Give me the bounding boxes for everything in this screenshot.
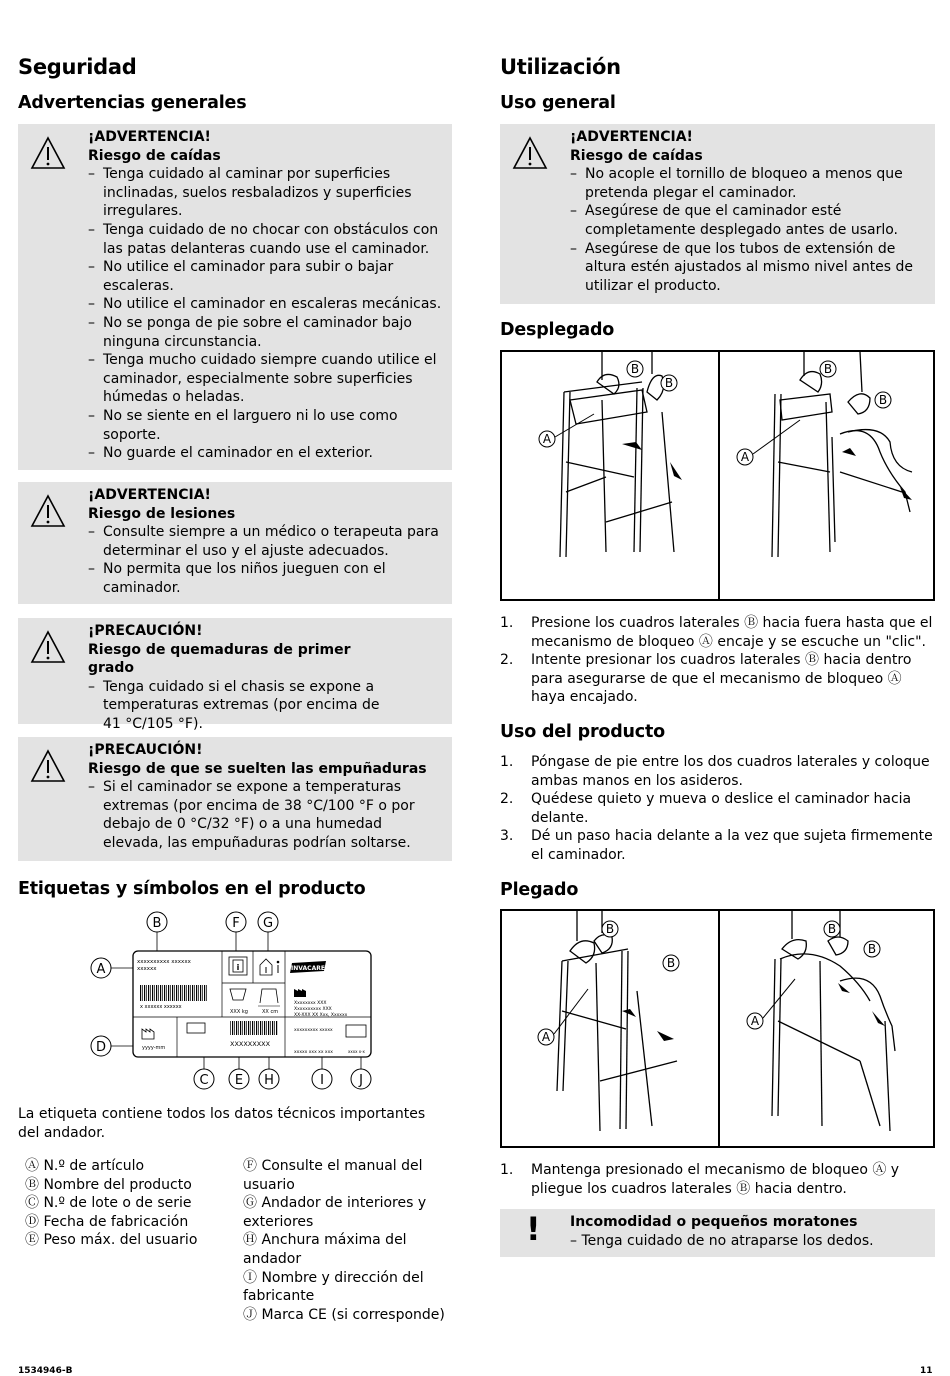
svg-text:A: A [542, 432, 552, 446]
legend-column-2 [243, 1157, 448, 1324]
callout-b [875, 392, 891, 408]
caution-label: ¡PRECAUCIÓN! [88, 623, 203, 639]
doc-number: 1534946-B [18, 1366, 73, 1376]
callout-b [824, 921, 840, 937]
svg-text:B: B [664, 376, 674, 390]
label-text-a: xxxxxxxxxx xxxxxx [137, 959, 191, 965]
svg-text:G: G [262, 916, 274, 931]
warning-triangle-icon [30, 749, 66, 783]
svg-text:i: i [236, 963, 240, 972]
fold-steps [500, 1161, 935, 1198]
walker-fold-illustration-left [502, 911, 716, 1146]
svg-text:H: H [264, 1073, 274, 1088]
label-date: yyyy-mm [142, 1045, 166, 1051]
warning-text [88, 486, 446, 598]
svg-text:B: B [605, 922, 615, 936]
callout-a [539, 431, 555, 447]
caution-label: ¡PRECAUCIÓN! [88, 742, 203, 758]
exclamation-icon: ! [526, 1210, 541, 1248]
list-item [500, 827, 935, 864]
list-item: – No acople el tornillo de bloqueo a menos que pretenda plegar el caminador. [570, 165, 929, 202]
label-barcode-text: x xxxxxx xxxxxx [140, 1004, 182, 1010]
list-item: – Tenga cuidado de no chocar con obstáculos con las patas delanteras cuando use el caminador. [88, 221, 446, 258]
notice-item: – Tenga cuidado de no atraparse los dedos. [570, 1232, 874, 1249]
list-item: – Consulte siempre a un médico o terapeuta para determinar el uso y el ajuste adecuados. [88, 523, 446, 560]
list-item [500, 651, 935, 707]
svg-text:I: I [320, 1073, 324, 1088]
caution-box-burns [18, 618, 452, 732]
label-code1: xxxxxxxxx xxxxx [294, 1028, 333, 1033]
label-addr3: XX-XXX XX Xxx, Xxxxxx [294, 1013, 348, 1018]
manufacturer-icon [294, 989, 306, 997]
step-number: 2. [500, 652, 514, 669]
use-steps [500, 753, 935, 865]
step-text: Mantenga presionado el mecanismo de bloqueo Ⓐ y pliegue los cuadros laterales Ⓑ hacia dentro. [531, 1162, 900, 1197]
caution-text [88, 741, 446, 853]
callout-j [351, 1069, 371, 1089]
warning-box-falls [18, 124, 452, 470]
legend-item: Ⓘ Nombre y dirección del fabricante [243, 1269, 424, 1305]
notice-box [500, 1209, 935, 1257]
step-text: Intente presionar los cuadros laterales Ⓑ hacia dentro para asegurarse de que el mecanismo de bloqueo Ⓐ haya encajado. [531, 652, 912, 706]
warning-list [88, 523, 446, 597]
list-item: – No utilice el caminador en escaleras mecánicas. [88, 295, 446, 314]
callout-d [91, 1036, 111, 1056]
warning-title: Riesgo de caídas [570, 147, 703, 164]
callout-c [194, 1069, 214, 1089]
label-text-a2: xxxxxx [137, 966, 157, 972]
legend-item: Ⓐ N.º de artículo [25, 1158, 145, 1174]
warning-text [570, 128, 929, 295]
caution-list [88, 678, 392, 734]
step-number: 3. [500, 828, 514, 845]
callout-f [226, 912, 246, 932]
callout-b [864, 941, 880, 957]
walker-unfold-illustration-right [720, 352, 935, 599]
legend-column-1 [25, 1157, 230, 1250]
warning-triangle-icon [512, 136, 548, 170]
warning-triangle-icon [30, 136, 66, 170]
list-item: – No guarde el caminador en el exterior. [88, 444, 446, 463]
walker-fold-illustration-right [720, 911, 935, 1146]
svg-text:A: A [541, 1030, 551, 1044]
list-item: – Si el caminador se expone a temperaturas extremas (por encima de 38 °C/100 °F o por debajo de 0 °C/32 °F) o a una humedad elevada, las empuñaduras podrían soltarse. [88, 778, 446, 852]
svg-text:A: A [96, 962, 106, 977]
serial-barcode [230, 1021, 278, 1035]
legend-item: Ⓖ Andador de interiores y exteriores [243, 1195, 427, 1230]
svg-text:B: B [827, 922, 837, 936]
step-text: Quédese quieto y mueva o deslice el caminador hacia delante. [531, 791, 912, 826]
warning-triangle-icon [30, 494, 66, 528]
svg-text:A: A [750, 1014, 760, 1028]
callout-b [147, 912, 167, 932]
caution-text [88, 622, 392, 734]
unfold-figure [500, 350, 935, 601]
step-text: Presione los cuadros laterales Ⓑ hacia fuera hasta que el mecanismo de bloqueo Ⓐ encaje y se escuche un "clic". [531, 615, 933, 650]
brand-text: INVACARE [291, 965, 325, 972]
warning-text [88, 128, 446, 463]
svg-text:J: J [359, 1073, 363, 1088]
legend-item: Ⓙ Marca CE (si corresponde) [243, 1306, 445, 1323]
label-cm: XX cm [262, 1009, 279, 1015]
warning-list [88, 165, 446, 463]
callout-a [91, 958, 111, 978]
notice-title: Incomodidad o pequeños moratones [570, 1214, 858, 1230]
subsection-title-uso-producto: Uso del producto [500, 722, 665, 742]
list-item [500, 1161, 935, 1198]
caution-title: Riesgo de que se suelten las empuñaduras [88, 760, 427, 777]
step-text: Dé un paso hacia delante a la vez que sujeta firmemente el caminador. [531, 828, 933, 863]
subsection-title-uso-general: Uso general [500, 93, 616, 113]
list-item: – No se ponga de pie sobre el caminador bajo ninguna circunstancia. [88, 314, 446, 351]
label-intro: La etiqueta contiene todos los datos técnicos importantes del andador. [18, 1106, 426, 1141]
section-title-utilizacion: Utilización [500, 55, 621, 79]
legend-item: Ⓒ N.º de lote o de serie [25, 1195, 192, 1212]
list-item: – No permita que los niños jueguen con el caminador. [88, 560, 446, 597]
svg-text:B: B [630, 362, 640, 376]
callout-i [312, 1069, 332, 1089]
svg-text:B: B [878, 393, 888, 407]
warning-box-injury [18, 482, 452, 604]
caution-title: Riesgo de quemaduras de primer grado [88, 641, 351, 677]
svg-text:B: B [666, 956, 676, 970]
callout-b [627, 361, 643, 377]
product-label-figure [80, 905, 390, 1095]
svg-text:B: B [152, 916, 162, 931]
list-item: – Tenga cuidado si el chasis se expone a temperaturas extremas (por encima de 41 °C/105 °F). [88, 678, 392, 734]
subsection-title-desplegado: Desplegado [500, 320, 615, 340]
callout-h [259, 1069, 279, 1089]
warning-label: ¡ADVERTENCIA! [88, 129, 211, 145]
legend-item: Ⓑ Nombre del producto [25, 1176, 192, 1193]
callout-b [820, 361, 836, 377]
list-item: – Tenga cuidado al caminar por superficies inclinadas, suelos resbaladizos y superficies irregulares. [88, 165, 446, 221]
svg-text:D: D [95, 1040, 107, 1055]
svg-text:C: C [199, 1073, 209, 1088]
warning-label: ¡ADVERTENCIA! [88, 487, 211, 503]
notice-item-text: Tenga cuidado de no atraparse los dedos. [581, 1232, 874, 1249]
caution-box-handles [18, 737, 452, 861]
step-number: 2. [500, 791, 514, 808]
page-number: 11 [920, 1366, 933, 1376]
barcode-graphic [140, 985, 208, 1001]
subsection-title-plegado: Plegado [500, 880, 579, 900]
step-number: 1. [500, 754, 514, 770]
legend-item: Ⓓ Fecha de fabricación [25, 1213, 189, 1230]
svg-text:E: E [234, 1073, 244, 1088]
fold-figure [500, 909, 935, 1148]
list-item: – Asegúrese de que los tubos de extensión de altura estén ajustados al mismo nivel antes de utilizar el producto. [570, 240, 929, 296]
list-item: – Tenga mucho cuidado siempre cuando utilice el caminador, especialmente sobre superficies húmedas o heladas. [88, 351, 446, 407]
svg-text:F: F [232, 916, 240, 931]
legend-item: Ⓗ Anchura máxima del andador [243, 1232, 407, 1267]
list-item [500, 614, 935, 651]
walker-unfold-illustration-left [502, 352, 716, 599]
callout-a [538, 1029, 554, 1045]
labels-title: Etiquetas y símbolos en el producto [18, 879, 366, 899]
warning-title: Riesgo de lesiones [88, 505, 236, 522]
caution-list [88, 778, 446, 852]
callout-a [747, 1013, 763, 1029]
svg-text:A: A [740, 450, 750, 464]
callout-e [229, 1069, 249, 1089]
label-kg: XXX kg [230, 1009, 248, 1015]
step-text: Póngase de pie entre los dos cuadros laterales y coloque ambas manos en los asideros. [531, 754, 930, 789]
step-number: 1. [500, 1162, 514, 1178]
svg-text:B: B [823, 362, 833, 376]
warning-box-general [500, 124, 935, 304]
svg-text:B: B [867, 942, 877, 956]
list-item [500, 753, 935, 790]
step-number: 1. [500, 615, 514, 631]
list-item: – No utilice el caminador para subir o bajar escaleras. [88, 258, 446, 295]
label-code2: xxxxx xxx xx xxx [294, 1050, 333, 1055]
subsection-title-advertencias: Advertencias generales [18, 93, 247, 113]
warning-label: ¡ADVERTENCIA! [570, 129, 693, 145]
callout-b [661, 375, 677, 391]
section-title-seguridad: Seguridad [18, 55, 137, 79]
unfold-steps [500, 614, 935, 707]
warning-list [570, 165, 929, 295]
label-addr1: Xxxxxxxx XXX [294, 1001, 327, 1006]
warning-triangle-icon [30, 630, 66, 664]
list-item: – No se siente en el larguero ni lo use como soporte. [88, 407, 446, 444]
label-addr2: Xxxxxxxxxx XXX [294, 1007, 332, 1012]
callout-b [663, 955, 679, 971]
list-item [500, 790, 935, 827]
list-item: – Asegúrese de que el caminador esté completamente desplegado antes de usarlo. [570, 202, 929, 239]
legend-item: Ⓔ Peso máx. del usuario [25, 1232, 198, 1249]
callout-g [258, 912, 278, 932]
legend-item: Ⓕ Consulte el manual del usuario [243, 1158, 423, 1193]
warning-title: Riesgo de caídas [88, 147, 221, 164]
label-serial: XXXXXXXXX [230, 1040, 271, 1048]
callout-b [602, 921, 618, 937]
callout-a [737, 449, 753, 465]
label-code3: xxxx x-x [348, 1049, 365, 1054]
